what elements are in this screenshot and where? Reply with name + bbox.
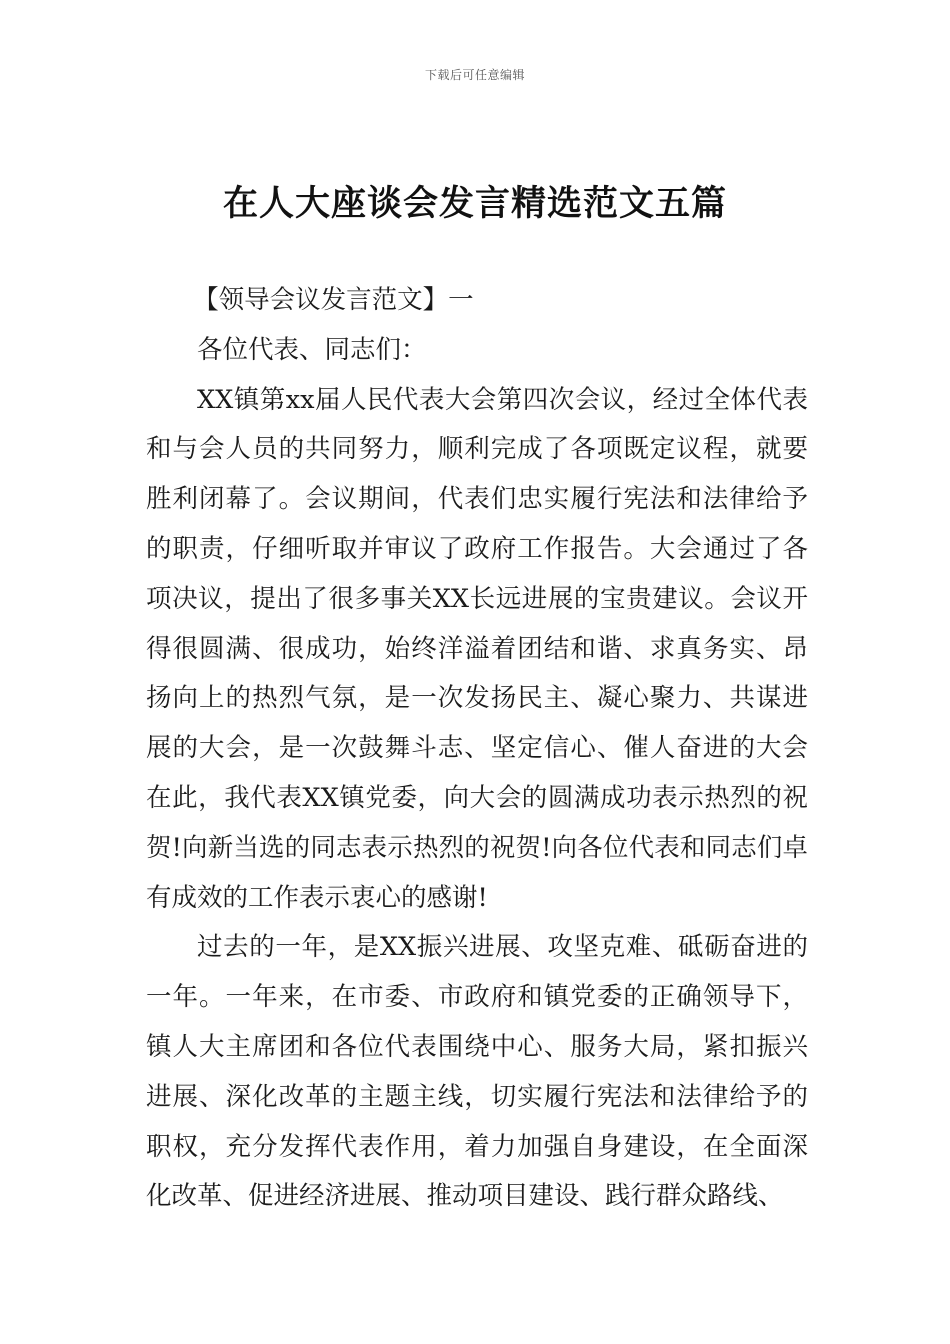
paragraph-2: 过去的一年，是XX振兴进展、攻坚克难、砥砺奋进的一年。一年来，在市委、市政府和镇党委的正确领导下，镇人大主席团和各位代表围绕中心、服务大局，紧扣振兴进展、深化改革的主题主线，切实履行宪法和法律给予的职权，充分发挥代表作用，着力加强自身建设，在全面深化改革、促进经济进展、推动项目建设、践行群众路线、 xyxy=(146,932,808,1212)
header-note: 下载后可任意编辑 xyxy=(424,68,525,82)
salutation: 各位代表、同志们： xyxy=(197,334,427,365)
paragraph-1: XX镇第xx届人民代表大会第四次会议，经过全体代表和与会人员的共同努力，顺利完成了各项既定议程，就要胜利闭幕了。会议期间，代表们忠实履行宪法和法律给予的职责，仔细听取并审议了政府工作报告。大会通过了各项决议，提出了很多事关XX长远进展的宝贵建议。会议开得很圆满、很成功，始终洋溢着团结和谐、求真务实、昂扬向上的热烈气氛，是一次发扬民主、凝心聚力、共谋进展的大会，是一次鼓舞斗志、坚定信心、催人奋进的大会在此，我代表XX镇党委，向大会的圆满成功表示热烈的祝贺!向新当选的同志表示热烈的祝贺!向各位代表和同志们卓有成效的工作表示衷心的感谢! xyxy=(146,384,808,913)
section-label: 【领导会议发言范文】一 xyxy=(193,285,474,315)
document-body xyxy=(146,276,808,1222)
document-title: 在人大座谈会发言精选范文五篇 xyxy=(222,184,727,224)
